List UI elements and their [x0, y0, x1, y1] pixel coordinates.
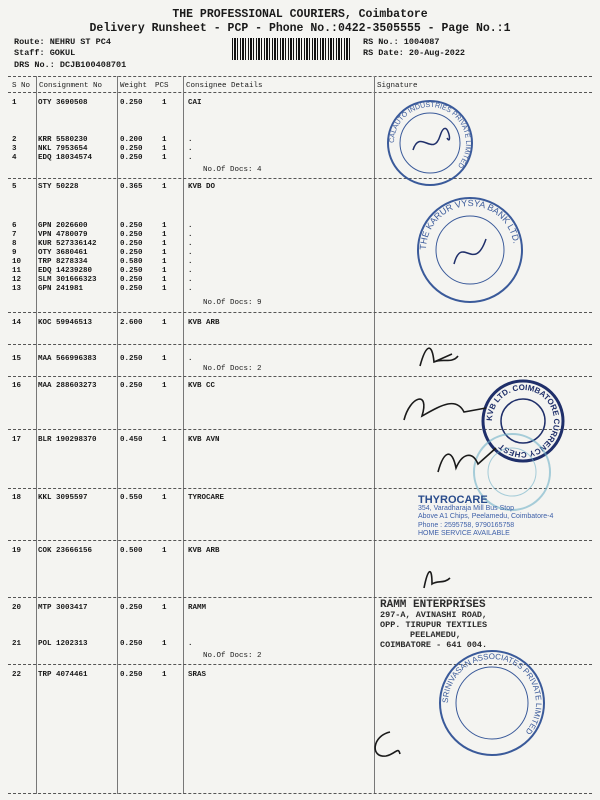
- cell-pcs: 1: [162, 154, 167, 162]
- cell-cons: POL 1202313: [38, 640, 88, 648]
- signature-mark: [412, 336, 462, 372]
- ramm-stamp: [380, 600, 487, 650]
- cell-pcs: 1: [162, 267, 167, 275]
- cell-pcs: 1: [162, 276, 167, 284]
- cell-sno: 15: [12, 355, 22, 363]
- signature-mark: [366, 724, 406, 764]
- cell-wt: 0.450: [120, 436, 143, 444]
- svg-text:THE KARUR VYSYA BANK LTD.: THE KARUR VYSYA BANK LTD.: [417, 197, 522, 251]
- col-weight: Weight: [120, 82, 148, 90]
- cell-pcs: 1: [162, 99, 167, 107]
- cell-cons: KKL 3095597: [38, 494, 88, 502]
- staff-label: Staff: GOKUL: [14, 48, 76, 58]
- cell-pcs: 1: [162, 671, 167, 679]
- barcode: [232, 38, 352, 60]
- cell-details: .: [188, 136, 193, 144]
- thyrocare-address-1: 354, Varadharaja Mill Bus Stop: [418, 504, 514, 512]
- cell-sno: 22: [12, 671, 22, 679]
- thyrocare-service: HOME SERVICE AVAILABLE: [418, 530, 510, 537]
- cell-cons: SLM 301666323: [38, 276, 97, 284]
- cell-cons: STY 50228: [38, 183, 79, 191]
- svg-text:KVB LTD. COIMBATORE CURRENCY C: KVB LTD. COIMBATORE CURRENCY CHEST: [484, 382, 562, 460]
- cell-pcs: 1: [162, 319, 167, 327]
- group-rule: [8, 540, 592, 541]
- cell-sno: 10: [12, 258, 22, 266]
- col-pcs: PCS: [155, 82, 169, 90]
- cell-details: TYROCARE: [188, 494, 225, 502]
- rs-date: RS Date: 20-Aug-2022: [363, 48, 466, 58]
- cell-details: SRAS: [188, 671, 207, 679]
- cell-cons: VPN 4780079: [38, 231, 88, 239]
- group-rule: [8, 312, 592, 313]
- cell-sno: 2: [12, 136, 17, 144]
- sras-stamp: [432, 648, 552, 758]
- cell-sno: 1: [12, 99, 17, 107]
- group-rule: [8, 376, 592, 377]
- cell-details: .: [188, 285, 193, 293]
- cell-details: .: [188, 267, 193, 275]
- column-divider: [117, 76, 118, 794]
- docs-count: No.Of Docs: 2: [203, 365, 262, 373]
- cell-cons: GPN 2026600: [38, 222, 88, 230]
- cell-details: KVB CC: [188, 382, 216, 390]
- cell-details: RAMM: [188, 604, 207, 612]
- cell-details: CAI: [188, 99, 202, 107]
- cell-pcs: 1: [162, 240, 167, 248]
- cell-cons: KRR 5580230: [38, 136, 88, 144]
- cell-wt: 0.250: [120, 640, 143, 648]
- cell-pcs: 1: [162, 382, 167, 390]
- runsheet-title: Delivery Runsheet - PCP - Phone No.:0422-3505555 - Page No.:1: [89, 22, 511, 35]
- svg-text:SRINIVASAN ASSOCIATES PRIVATE: SRINIVASAN ASSOCIATES PRIVATE LIMITED: [440, 651, 544, 737]
- cell-cons: TRP 8278334: [38, 258, 88, 266]
- cell-pcs: 1: [162, 136, 167, 144]
- cell-wt: 2.600: [120, 319, 143, 327]
- cell-details: KVB ARB: [188, 547, 220, 555]
- cell-wt: 0.550: [120, 494, 143, 502]
- thyrocare-brand: THYROCARE: [418, 494, 488, 506]
- cell-cons: EDQ 18034574: [38, 154, 93, 162]
- cell-details: .: [188, 640, 193, 648]
- cell-sno: 20: [12, 604, 22, 612]
- cell-sno: 8: [12, 240, 17, 248]
- cell-details: KVB AVN: [188, 436, 220, 444]
- cell-pcs: 1: [162, 249, 167, 257]
- group-rule: [8, 597, 592, 598]
- cell-pcs: 1: [162, 604, 167, 612]
- drs-number: DRS No.: DCJB100408701: [14, 60, 127, 70]
- signature-mark: [400, 386, 490, 430]
- ramm-address-3: PEELAMEDU,: [410, 630, 462, 640]
- cell-wt: 0.250: [120, 267, 143, 275]
- cell-sno: 13: [12, 285, 22, 293]
- svg-text:CALAUTO INDUSTRIES PRIVATE LIM: CALAUTO INDUSTRIES PRIVATE LIMITED: [388, 101, 472, 170]
- cell-wt: 0.250: [120, 671, 143, 679]
- cell-pcs: 1: [162, 640, 167, 648]
- cell-pcs: 1: [162, 547, 167, 555]
- cell-wt: 0.250: [120, 154, 143, 162]
- calauto-stamp: [385, 98, 475, 188]
- cell-wt: 0.250: [120, 604, 143, 612]
- cell-wt: 0.250: [120, 285, 143, 293]
- cell-sno: 17: [12, 436, 22, 444]
- cell-cons: OTY 3680461: [38, 249, 88, 257]
- thyrocare-stamp: [418, 496, 553, 539]
- cell-cons: GPN 241981: [38, 285, 84, 293]
- col-consignment: Consignment No: [39, 82, 103, 90]
- cell-sno: 14: [12, 319, 22, 327]
- cell-wt: 0.250: [120, 249, 143, 257]
- cell-sno: 5: [12, 183, 17, 191]
- company-title: THE PROFESSIONAL COURIERS, Coimbatore: [172, 8, 428, 21]
- col-sno: S No: [12, 82, 31, 90]
- cell-wt: 0.250: [120, 382, 143, 390]
- cell-pcs: 1: [162, 285, 167, 293]
- table-top-rule: [8, 76, 592, 77]
- cell-wt: 0.200: [120, 136, 143, 144]
- cell-cons: BLR 190298370: [38, 436, 97, 444]
- cell-wt: 0.250: [120, 231, 143, 239]
- cell-wt: 0.250: [120, 276, 143, 284]
- cell-wt: 0.250: [120, 99, 143, 107]
- cell-wt: 0.500: [120, 547, 143, 555]
- column-divider: [374, 76, 375, 794]
- cell-cons: EDQ 14239280: [38, 267, 93, 275]
- thyrocare-address-2: Above A1 Chips, Peelamedu, Coimbatore-4: [418, 513, 554, 520]
- cell-pcs: 1: [162, 145, 167, 153]
- thyrocare-phone: Phone : 2595758, 9790165758: [418, 521, 515, 529]
- column-divider: [183, 76, 184, 794]
- cell-cons: MTP 3003417: [38, 604, 88, 612]
- header-rule: [8, 92, 592, 93]
- cell-details: .: [188, 222, 193, 230]
- cell-sno: 9: [12, 249, 17, 257]
- cell-details: KVB DO: [188, 183, 216, 191]
- ramm-name: RAMM ENTERPRISES: [380, 599, 486, 611]
- cell-details: .: [188, 249, 193, 257]
- cell-sno: 7: [12, 231, 17, 239]
- cell-pcs: 1: [162, 355, 167, 363]
- cell-wt: 0.250: [120, 240, 143, 248]
- cell-pcs: 1: [162, 494, 167, 502]
- cell-sno: 6: [12, 222, 17, 230]
- docs-count: No.Of Docs: 4: [203, 166, 262, 174]
- cell-details: .: [188, 231, 193, 239]
- cell-cons: OTY 3690508: [38, 99, 88, 107]
- col-consignee: Consignee Details: [186, 82, 263, 90]
- cell-wt: 0.365: [120, 183, 143, 191]
- cell-sno: 11: [12, 267, 22, 275]
- cell-sno: 12: [12, 276, 22, 284]
- ramm-address-1: 297-A, AVINASHI ROAD,: [380, 610, 488, 620]
- ramm-address-2: OPP. TIRUPUR TEXTILES: [380, 620, 488, 630]
- cell-wt: 0.250: [120, 145, 143, 153]
- cell-wt: 0.250: [120, 355, 143, 363]
- docs-count: No.Of Docs: 9: [203, 299, 262, 307]
- column-divider: [36, 76, 37, 794]
- cell-pcs: 1: [162, 436, 167, 444]
- cell-sno: 16: [12, 382, 22, 390]
- group-rule: [8, 178, 592, 179]
- cell-pcs: 1: [162, 231, 167, 239]
- cell-details: .: [188, 240, 193, 248]
- col-signature: Signature: [377, 82, 418, 90]
- cell-cons: MAA 288603273: [38, 382, 97, 390]
- cell-details: .: [188, 154, 193, 162]
- cell-cons: NKL 7953654: [38, 145, 88, 153]
- cell-details: .: [188, 276, 193, 284]
- cell-cons: TRP 4074461: [38, 671, 88, 679]
- cell-cons: KOC 59946513: [38, 319, 93, 327]
- route-label: Route: NEHRU ST PC4: [14, 37, 111, 47]
- cell-details: .: [188, 145, 193, 153]
- signature-mark: [414, 562, 454, 592]
- cell-sno: 21: [12, 640, 22, 648]
- kvb-bank-stamp: [414, 194, 526, 306]
- cell-sno: 3: [12, 145, 17, 153]
- cell-sno: 18: [12, 494, 22, 502]
- cell-details: KVB ARB: [188, 319, 220, 327]
- rs-number: RS No.: 1004087: [363, 37, 440, 47]
- signature-mark: [432, 440, 502, 480]
- cell-cons: COK 23666156: [38, 547, 93, 555]
- cell-pcs: 1: [162, 183, 167, 191]
- cell-details: .: [188, 258, 193, 266]
- cell-wt: 0.250: [120, 222, 143, 230]
- cell-pcs: 1: [162, 222, 167, 230]
- ramm-address-4: COIMBATORE - 641 004.: [380, 640, 488, 650]
- cell-wt: 0.580: [120, 258, 143, 266]
- cell-pcs: 1: [162, 258, 167, 266]
- cell-sno: 4: [12, 154, 17, 162]
- group-rule: [8, 344, 592, 345]
- cell-cons: MAA 566996383: [38, 355, 97, 363]
- cell-cons: KUR 527336142: [38, 240, 97, 248]
- table-bottom-rule: [8, 793, 592, 794]
- docs-count: No.Of Docs: 2: [203, 652, 262, 660]
- cell-details: .: [188, 355, 193, 363]
- cell-sno: 19: [12, 547, 22, 555]
